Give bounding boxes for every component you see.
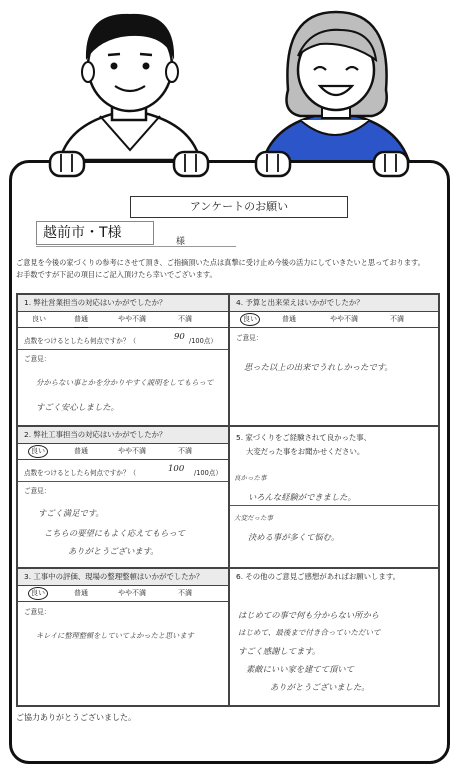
survey-grid: [16, 293, 440, 707]
rating-somewhat-dissatisfied: やや不満: [118, 589, 146, 597]
question-4-comment: 思った以上の出来でうれしかったです。: [244, 362, 393, 372]
question-1-points: 点数をつけるとしたら何点ですか？（ 90 /100点）: [24, 332, 217, 345]
question-6-line-5: ありがとうございました。: [270, 682, 370, 692]
question-6: [229, 568, 439, 706]
rating-dissatisfied: 不満: [178, 589, 192, 597]
question-3-title: 3. 工事中の評価、現場の整理整頓はいかがでしたか？: [18, 569, 228, 586]
points-value: 100: [168, 464, 185, 474]
name-underline: [36, 246, 236, 247]
question-2-comment: すごく満足です。: [38, 508, 104, 518]
form-title: アンケートのお願い: [130, 196, 348, 218]
opinion-label: ご意見：: [236, 334, 263, 342]
question-6-line-2: はじめて、最後まで付き合っていただいて: [238, 628, 381, 637]
intro-text: ご意見を今後の家づくりの参考にさせて頂き、ご指摘頂いた点は真摯に受け止め今後の活力にしていきたいと思っております。 お手数ですが下記の項目にご記入頂けたら幸いでございます。: [16, 258, 425, 279]
question-4-title: 4. 予算と出来栄えはいかがでしたか？: [230, 295, 438, 312]
question-6-line-1: はじめての事で何も分からない所から: [238, 610, 380, 620]
question-6-title: 6. その他のご意見ご感想があればお願いします。: [236, 572, 401, 581]
question-6-line-4: 素敵にいい家を建てて頂いて: [246, 664, 354, 674]
question-5-good-label: 良かった事: [234, 474, 267, 482]
question-6-line-3: すごく感謝してます。: [238, 646, 321, 656]
opinion-label: ご意見：: [24, 608, 51, 616]
points-value: 90: [174, 332, 185, 342]
question-1-comment-2: すごく安心しました。: [36, 402, 119, 412]
question-1-ratings: [18, 312, 228, 328]
rating-good: 良い: [28, 445, 48, 458]
rating-dissatisfied: 不満: [390, 315, 404, 323]
question-3: [17, 568, 229, 706]
question-5-good-text: いろんな経験ができました。: [248, 492, 356, 502]
question-2-comment-2: こちらの要望にもよく応えてもらって: [44, 528, 186, 538]
rating-good: 良い: [240, 313, 260, 326]
question-2-title: 2. 弊社工事担当の対応はいかがでしたか？: [18, 427, 228, 444]
customer-name: 越前市・T様: [36, 221, 154, 245]
question-1-title: 1. 弊社営業担当の対応はいかがでしたか？: [18, 295, 228, 312]
rating-normal: 普通: [74, 589, 88, 597]
question-5-hard-label: 大変だった事: [234, 514, 273, 522]
rating-normal: 普通: [74, 447, 88, 455]
rating-somewhat-dissatisfied: やや不満: [330, 315, 358, 323]
hands-illustration: [0, 140, 462, 185]
rating-somewhat-dissatisfied: やや不満: [118, 315, 146, 323]
rating-dissatisfied: 不満: [178, 447, 192, 455]
question-2: [17, 426, 229, 568]
opinion-label: ご意見：: [24, 355, 51, 363]
question-5-hard-text: 決める事が多くて悩む。: [248, 532, 340, 542]
question-4-ratings: [230, 312, 438, 328]
question-2-comment-3: ありがとうございます。: [68, 546, 159, 556]
question-3-comment: キレイに整理整頓をしていてよかったと思います: [36, 631, 194, 640]
thanks-message: ご協力ありがとうございました。: [16, 713, 136, 722]
rating-normal: 普通: [74, 312, 88, 328]
honorific-label: 様: [176, 237, 186, 247]
rating-dissatisfied: 不満: [178, 315, 192, 323]
rating-somewhat-dissatisfied: やや不満: [118, 447, 146, 455]
question-5: [229, 426, 439, 568]
question-1: [17, 294, 229, 426]
question-2-ratings: [18, 444, 228, 460]
question-5-title-2: 大変だった事をお聞かせください。: [246, 447, 365, 456]
question-5-title: 5. 家づくりをご経験されて良かった事、: [236, 433, 372, 442]
rating-normal: 普通: [282, 315, 296, 323]
question-1-comment: 分からない事とかを分かりやすく説明をしてもらって: [36, 378, 214, 387]
question-4: [229, 294, 439, 426]
question-2-points: 点数をつけるとしたら何点ですか？（ 100 /100点）: [24, 464, 222, 477]
man-illustration: [60, 14, 200, 160]
rating-good: 良い: [28, 587, 48, 600]
opinion-label: ご意見：: [24, 487, 51, 495]
question-3-ratings: [18, 586, 228, 602]
rating-good: 良い: [32, 315, 46, 323]
